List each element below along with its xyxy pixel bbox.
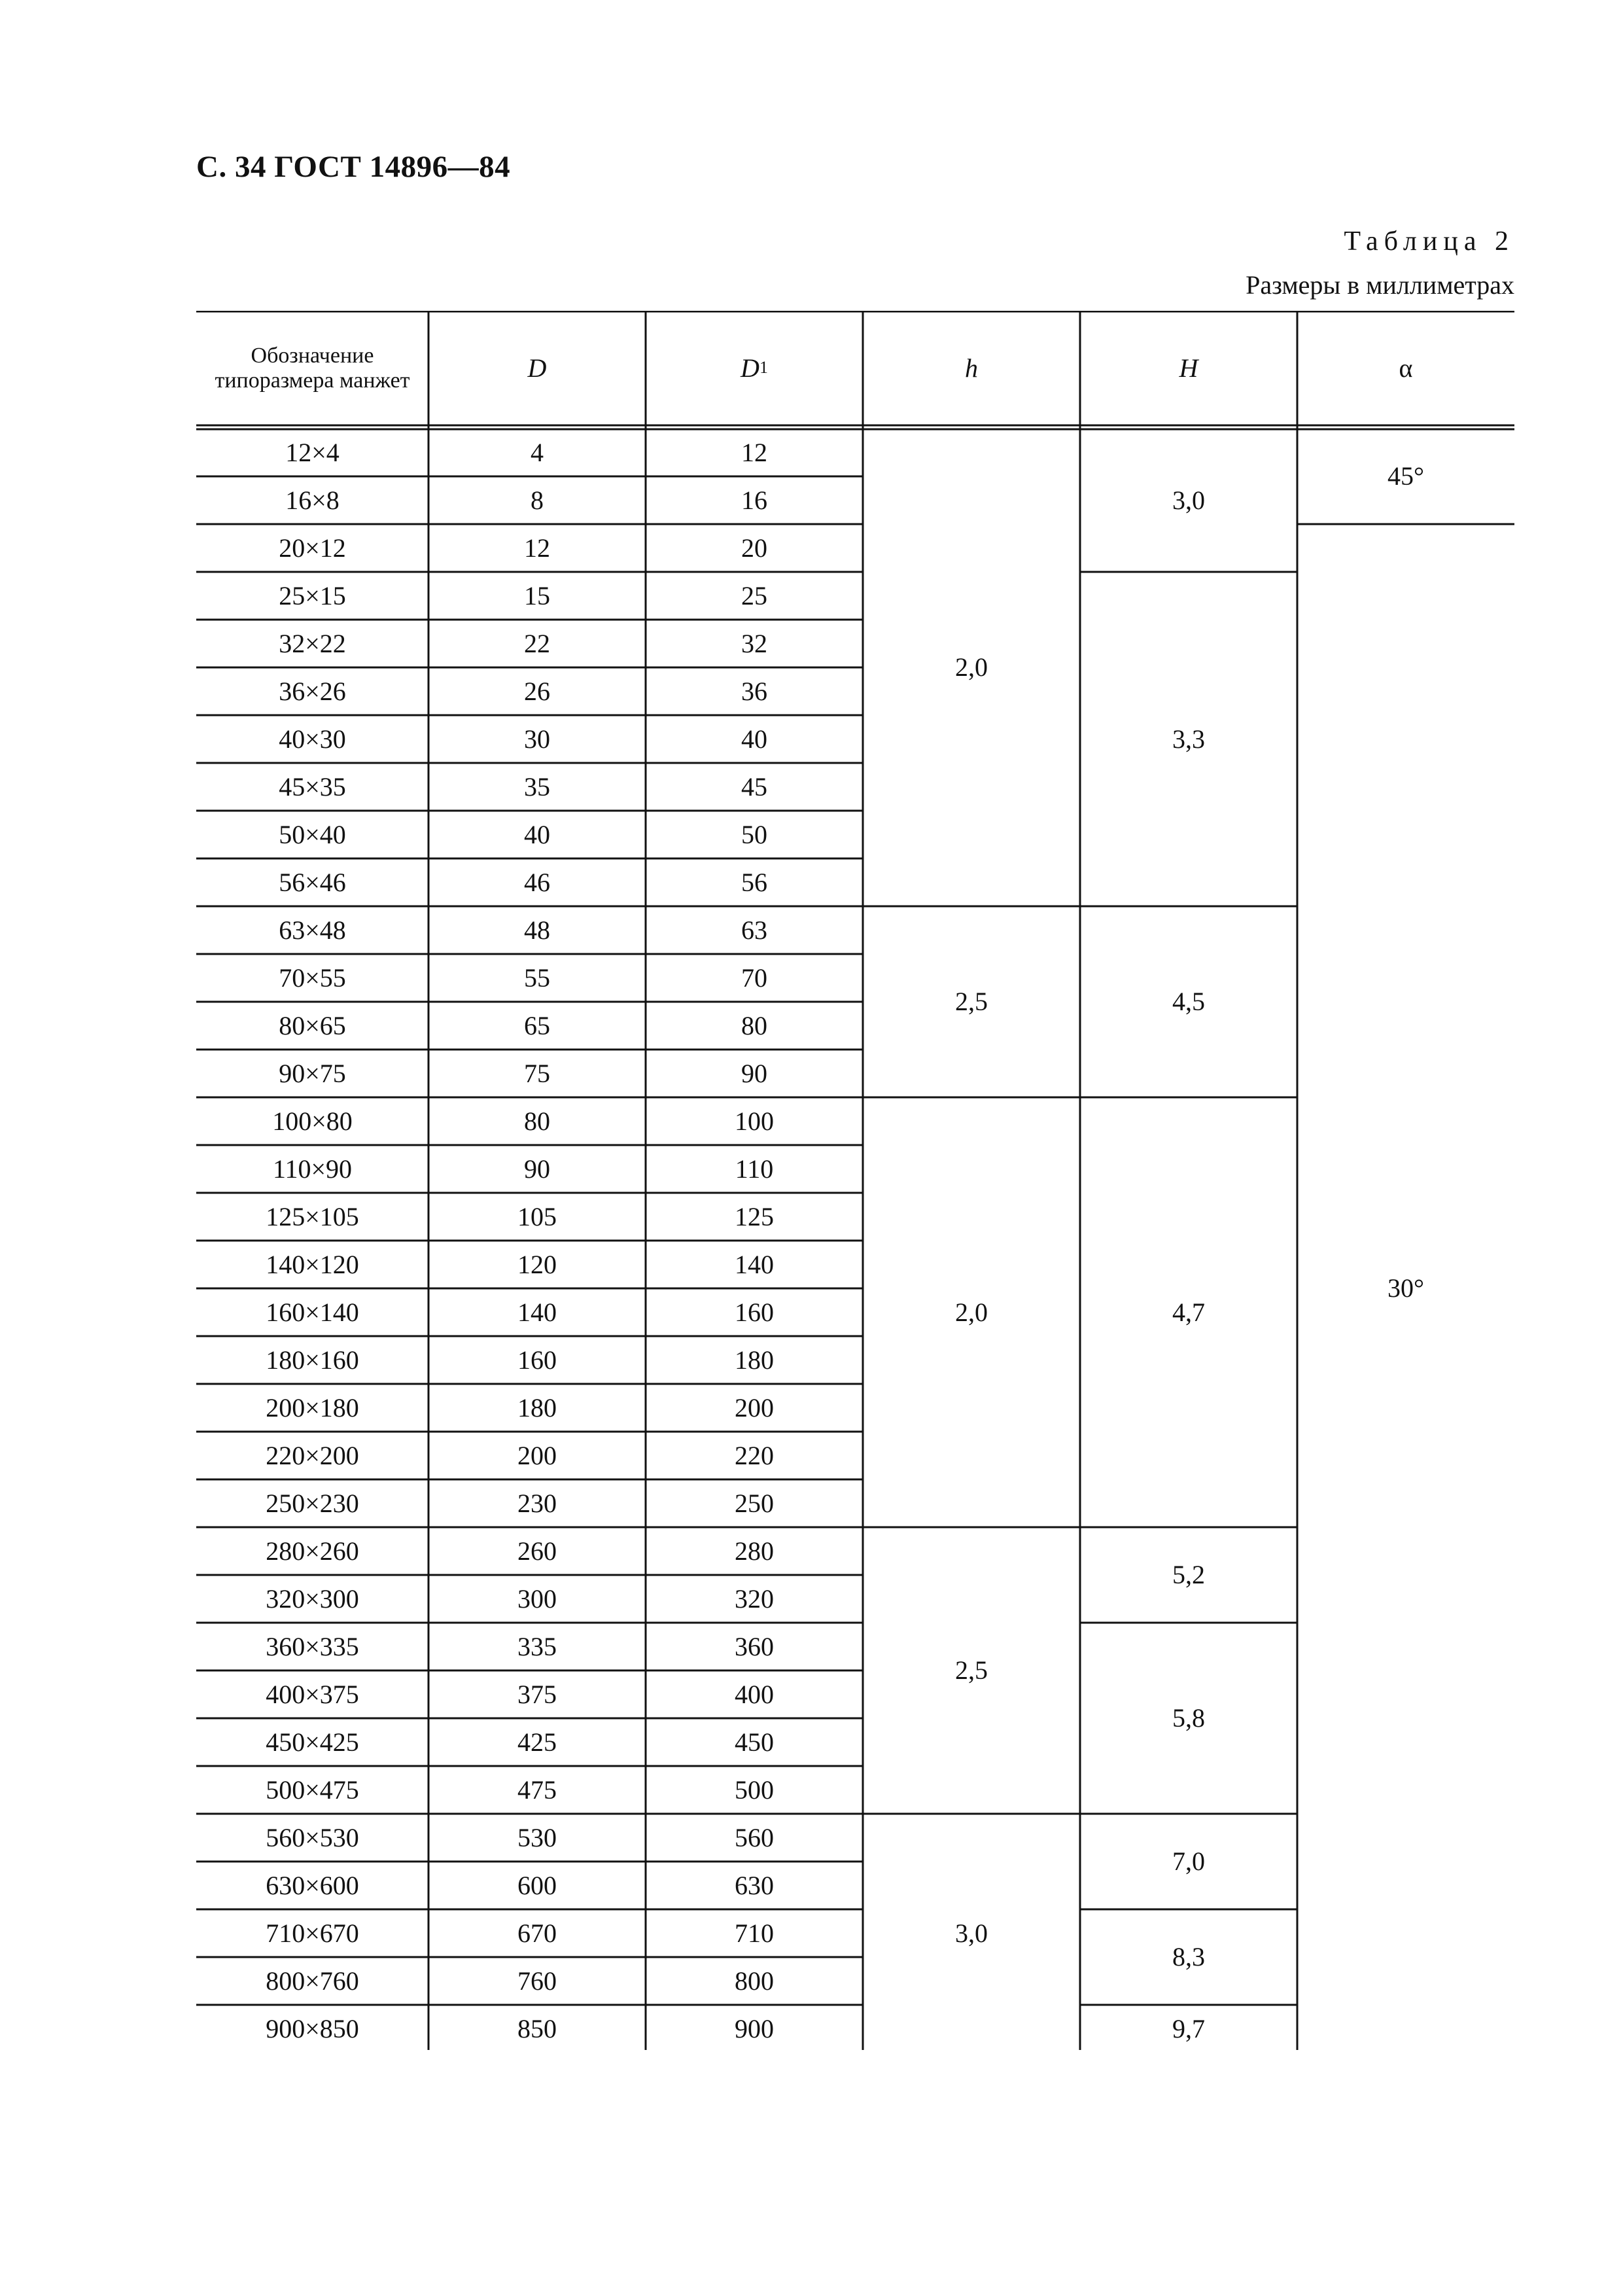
cell-D1: 200 — [735, 1392, 774, 1422]
cell-designation: 180×160 — [266, 1345, 359, 1375]
cell-designation: 100×80 — [272, 1106, 353, 1136]
cell-D: 230 — [517, 1488, 557, 1518]
page-header: С. 34 ГОСТ 14896—84 — [196, 150, 511, 184]
cell-designation: 500×475 — [266, 1775, 359, 1805]
header-D1-main: D — [741, 353, 759, 383]
cell-designation: 280×260 — [266, 1536, 359, 1566]
cell-H: 5,2 — [1172, 1560, 1205, 1589]
cell-D: 35 — [524, 771, 550, 802]
cell-D: 140 — [517, 1297, 557, 1327]
cell-designation: 45×35 — [279, 771, 346, 802]
cell-designation: 32×22 — [279, 628, 346, 658]
cell-designation: 560×530 — [266, 1822, 359, 1852]
cell-designation: 125×105 — [266, 1201, 359, 1231]
cell-D: 160 — [517, 1345, 557, 1375]
cell-H: 9,7 — [1172, 2013, 1205, 2043]
cell-D1: 25 — [741, 580, 767, 610]
cell-D1: 125 — [735, 1201, 774, 1231]
cell-h: 2,0 — [955, 652, 988, 682]
cell-D1: 50 — [741, 819, 767, 849]
cell-designation: 63×48 — [279, 915, 346, 945]
cell-D1: 900 — [735, 2013, 774, 2043]
cell-D1: 110 — [735, 1154, 774, 1184]
cell-D1: 500 — [735, 1775, 774, 1805]
cell-h: 2,0 — [955, 1297, 988, 1327]
cell-alpha: 45° — [1387, 461, 1424, 491]
cell-D: 75 — [524, 1058, 550, 1088]
cell-D1: 180 — [735, 1345, 774, 1375]
cell-D: 46 — [524, 867, 550, 897]
cell-D: 180 — [517, 1392, 557, 1422]
cell-D1: 70 — [741, 963, 767, 993]
cell-designation: 800×760 — [266, 1966, 359, 1996]
cell-H: 4,7 — [1172, 1297, 1205, 1327]
cell-designation: 50×40 — [279, 819, 346, 849]
cell-D: 105 — [517, 1201, 557, 1231]
cell-designation: 900×850 — [266, 2013, 359, 2043]
cell-D: 475 — [517, 1775, 557, 1805]
cell-D: 335 — [517, 1631, 557, 1661]
cell-designation: 250×230 — [266, 1488, 359, 1518]
cell-D1: 160 — [735, 1297, 774, 1327]
cell-D1: 250 — [735, 1488, 774, 1518]
cell-D: 530 — [517, 1822, 557, 1852]
cell-D1: 40 — [741, 724, 767, 754]
cell-D1: 450 — [735, 1727, 774, 1757]
cell-D: 425 — [517, 1727, 557, 1757]
table-title: Таблица 2 — [1344, 226, 1514, 256]
table-units-note: Размеры в миллиметрах — [1246, 270, 1514, 300]
cell-designation: 25×15 — [279, 580, 346, 610]
cell-designation: 400×375 — [266, 1679, 359, 1709]
cell-D: 12 — [524, 533, 550, 563]
header-D1 — [646, 311, 863, 425]
cell-D: 375 — [517, 1679, 557, 1709]
cell-D1: 140 — [735, 1249, 774, 1279]
header-H: H — [1179, 353, 1198, 383]
cell-designation: 16×8 — [285, 485, 340, 515]
cell-D1: 16 — [741, 485, 767, 515]
cell-D1: 56 — [741, 867, 767, 897]
cell-D1: 800 — [735, 1966, 774, 1996]
cell-designation: 36×26 — [279, 676, 346, 706]
cell-D: 200 — [517, 1440, 557, 1470]
cell-D: 15 — [524, 580, 550, 610]
cell-D: 48 — [524, 915, 550, 945]
cell-D: 850 — [517, 2013, 557, 2043]
cell-D: 670 — [517, 1918, 557, 1948]
cell-H: 7,0 — [1172, 1846, 1205, 1876]
cell-designation: 90×75 — [279, 1058, 346, 1088]
cell-D1: 45 — [741, 771, 767, 802]
cell-D: 65 — [524, 1010, 550, 1040]
cell-designation: 40×30 — [279, 724, 346, 754]
header-alpha: α — [1399, 353, 1413, 383]
cell-designation: 20×12 — [279, 533, 346, 563]
cell-D1: 100 — [735, 1106, 774, 1136]
cell-D: 260 — [517, 1536, 557, 1566]
cell-designation: 110×90 — [272, 1154, 353, 1184]
cell-D1: 12 — [741, 437, 767, 467]
cell-H: 5,8 — [1172, 1703, 1205, 1733]
cell-D: 40 — [524, 819, 550, 849]
cell-H: 3,0 — [1172, 485, 1205, 515]
header-designation: Обозначение типоразмера манжет — [215, 344, 410, 393]
cell-H: 3,3 — [1172, 724, 1205, 754]
cell-H: 4,5 — [1172, 987, 1205, 1016]
dimensions-table — [196, 311, 1514, 2050]
cell-D1: 20 — [741, 533, 767, 563]
cell-alpha: 30° — [1387, 1273, 1424, 1303]
header-h: h — [965, 353, 978, 383]
cell-D: 120 — [517, 1249, 557, 1279]
cell-designation: 360×335 — [266, 1631, 359, 1661]
cell-designation: 710×670 — [266, 1918, 359, 1948]
cell-designation: 140×120 — [266, 1249, 359, 1279]
cell-D: 26 — [524, 676, 550, 706]
cell-D1: 560 — [735, 1822, 774, 1852]
cell-designation: 220×200 — [266, 1440, 359, 1470]
cell-designation: 630×600 — [266, 1870, 359, 1900]
cell-D1: 280 — [735, 1536, 774, 1566]
cell-D: 4 — [531, 437, 544, 467]
cell-D: 80 — [524, 1106, 550, 1136]
cell-designation: 80×65 — [279, 1010, 346, 1040]
cell-D: 8 — [531, 485, 544, 515]
cell-D1: 36 — [741, 676, 767, 706]
cell-D1: 90 — [741, 1058, 767, 1088]
cell-designation: 12×4 — [285, 437, 340, 467]
cell-D: 600 — [517, 1870, 557, 1900]
cell-D1: 220 — [735, 1440, 774, 1470]
cell-h: 3,0 — [955, 1918, 988, 1948]
cell-D1: 63 — [741, 915, 767, 945]
cell-h: 2,5 — [955, 1655, 988, 1685]
cell-D: 30 — [524, 724, 550, 754]
cell-D: 90 — [524, 1154, 550, 1184]
cell-designation: 320×300 — [266, 1583, 359, 1614]
cell-designation: 56×46 — [279, 867, 346, 897]
cell-D: 55 — [524, 963, 550, 993]
cell-D1: 630 — [735, 1870, 774, 1900]
cell-D1: 360 — [735, 1631, 774, 1661]
cell-D1: 710 — [735, 1918, 774, 1948]
cell-D: 300 — [517, 1583, 557, 1614]
cell-designation: 70×55 — [279, 963, 346, 993]
header-D: D — [527, 353, 547, 383]
cell-H: 8,3 — [1172, 1942, 1205, 1971]
cell-D1: 32 — [741, 628, 767, 658]
cell-D1: 80 — [741, 1010, 767, 1040]
cell-designation: 200×180 — [266, 1392, 359, 1422]
cell-D1: 320 — [735, 1583, 774, 1614]
cell-D1: 400 — [735, 1679, 774, 1709]
cell-h: 2,5 — [955, 987, 988, 1016]
cell-D: 22 — [524, 628, 550, 658]
cell-D: 760 — [517, 1966, 557, 1996]
header-D1-subscript: 1 — [759, 358, 768, 378]
cell-designation: 450×425 — [266, 1727, 359, 1757]
cell-designation: 160×140 — [266, 1297, 359, 1327]
